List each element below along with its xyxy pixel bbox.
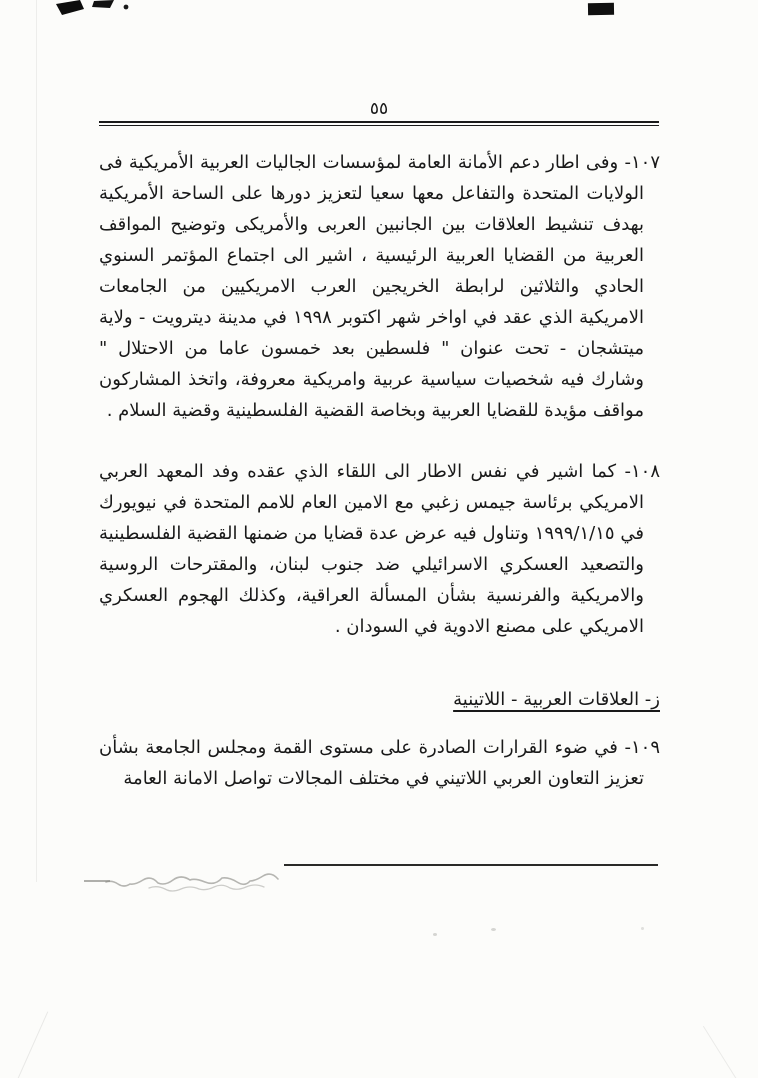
scan-crease-bottom-right (703, 1026, 746, 1078)
scan-crease-bottom-left (13, 1011, 48, 1078)
paragraph-109-text: في ضوء القرارات الصادرة على مستوى القمة ومجلس الجامعة بشأن تعزيز التعاون العربي اللاتيني في مختلف المجالات تواصل الامانة العامة (99, 737, 644, 789)
paragraph-109 (99, 732, 660, 794)
paragraph-109-number: ١٠٩- (624, 737, 660, 758)
document-body (99, 147, 660, 824)
paragraph-107 (99, 147, 660, 426)
handwritten-annotation (92, 866, 282, 898)
scan-artifact-top-right (588, 3, 614, 15)
scan-artifact-top-left (48, 0, 148, 24)
scan-speck (641, 927, 644, 930)
footer-rule (284, 864, 658, 866)
page-number: ٥٥ (369, 99, 389, 119)
section-heading (99, 684, 660, 715)
paragraph-107-number: ١٠٧- (624, 152, 660, 173)
scan-speck (491, 928, 496, 931)
paragraph-108-number: ١٠٨- (624, 461, 660, 482)
paragraph-108-text: كما اشير في نفس الاطار الى اللقاء الذي عقده وفد المعهد العربي الامريكي برئاسة جيمس زغبي مع الامين العام للامم المتحدة في نيويورك في ١٩٩٩/١/١٥ وتناول فيه عرض عدة قضايا من ضمنها القضية الفلسطينية والتصعيد العسكري الاسرائيلي ضد جنوب لبنان، والمقترحات الروسية والامريكية والفرنسية بشأن المسألة العراقية، وكذلك الهجوم العسكري الامريكي على مصنع الادوية في السودان . (99, 461, 644, 637)
section-heading-text: ز- العلاقات العربية - اللاتينية (453, 689, 660, 710)
scan-speck (433, 933, 437, 936)
header-rule (99, 121, 659, 126)
paragraph-107-text: وفى اطار دعم الأمانة العامة لمؤسسات الجاليات العربية الأمريكية فى الولايات المتحدة والتفاعل معها سعيا لتعزيز دورها على الساحة الأمريكية بهدف تنشيط العلاقات بين الجانبين العربى والأمريكى وتوضيح المواقف العربية من القضايا العربية الرئيسية ، اشير الى اجتماع المؤتمر السنوي الحادي والثلاثين لرابطة الخريجين العرب الامريكيين من الجامعات الامريكية الذي عقد في اواخر شهر اكتوبر ١٩٩٨ في مدينة ديترويت - ولاية ميتشجان - تحت عنوان " فلسطين بعد خمسون عاما من الاحتلال " وشارك فيه شخصيات سياسية عربية وامريكية معروفة، واتخذ المشاركون مواقف مؤيدة للقضايا العربية وبخاصة القضية الفلسطينية وقضية السلام . (99, 152, 645, 421)
scan-fold-line (36, 0, 37, 882)
handwriting-scribble-icon (92, 866, 282, 894)
paragraph-108 (99, 456, 660, 642)
ink-blot-icon (48, 0, 148, 20)
